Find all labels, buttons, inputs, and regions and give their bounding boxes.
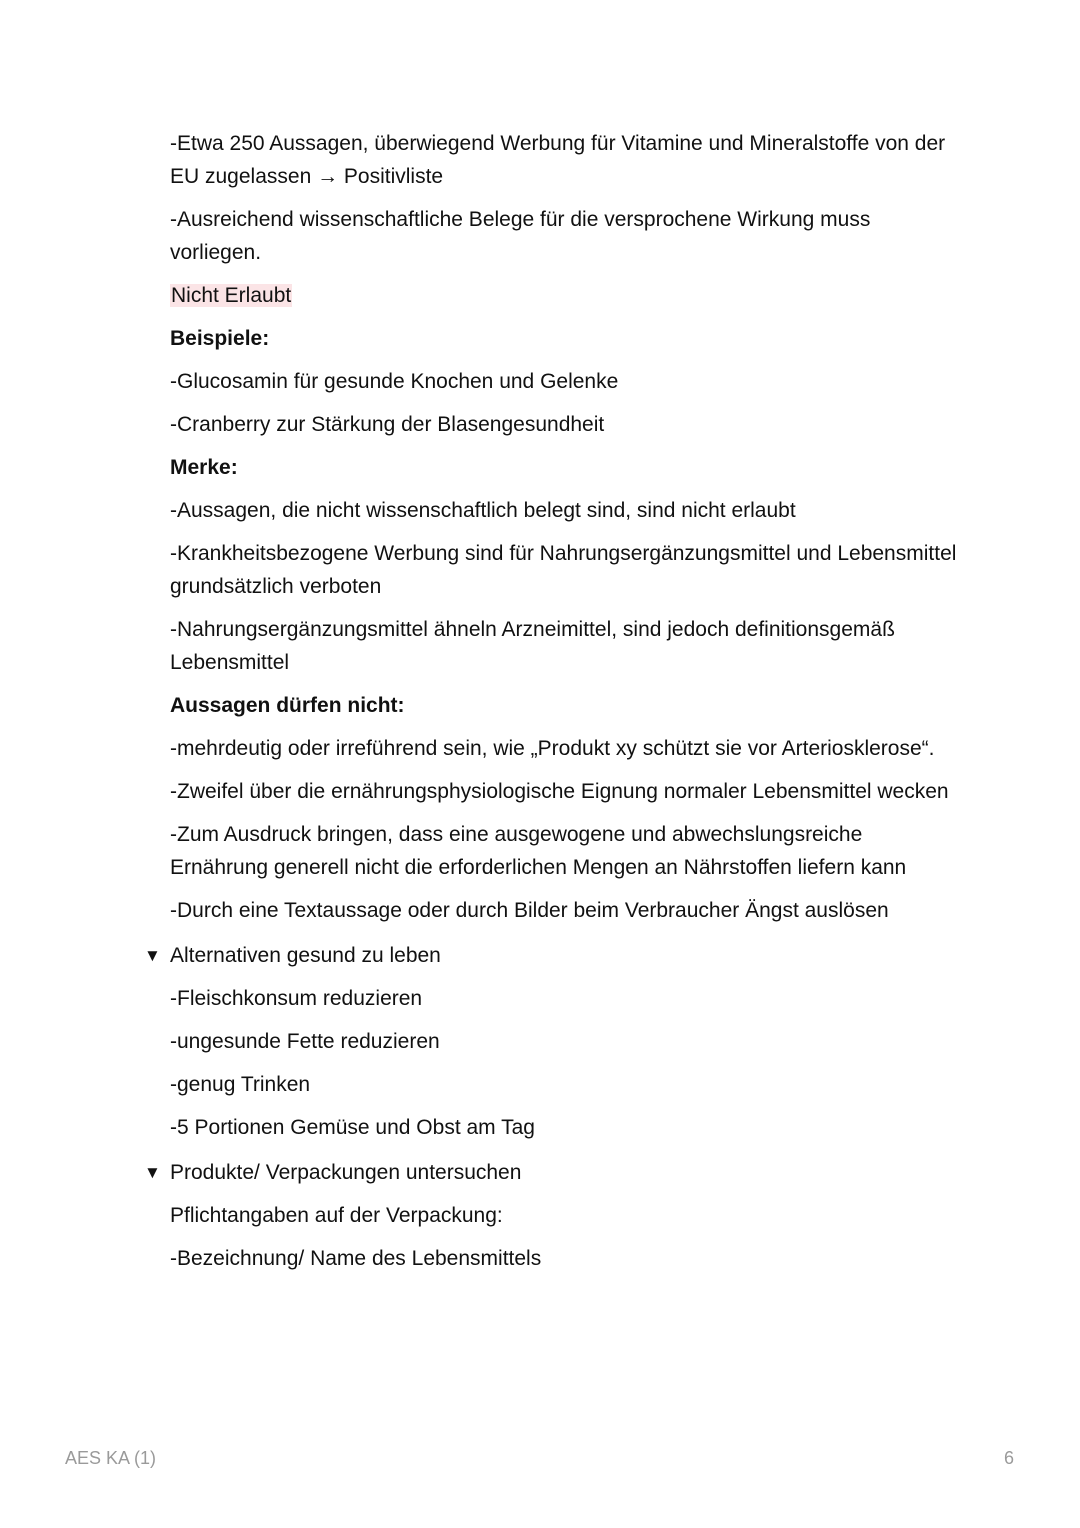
example-item: -Glucosamin für gesunde Knochen und Gelenke <box>170 370 619 393</box>
examples-heading: Beispiele: <box>170 327 270 350</box>
forbidden-item: -Zweifel über die ernährungsphysiologische Eignung normaler Lebensmittel wecken <box>170 780 949 803</box>
remember-item: -Krankheitsbezogene Werbung sind für Nahrungsergänzungsmittel und Lebensmittel grundsätzlich verboten <box>170 542 957 598</box>
list-item: -Bezeichnung/ Name des Lebensmittels <box>170 1247 542 1270</box>
forbidden-item: -Durch eine Textaussage oder durch Bilder beim Verbraucher Ängst auslösen <box>170 899 889 922</box>
list-item: -5 Portionen Gemüse und Obst am Tag <box>170 1116 535 1139</box>
remember-item: -Nahrungsergänzungsmittel ähneln Arzneimittel, sind jedoch definitionsgemäß Lebensmittel <box>170 618 895 674</box>
toggle-triangle-icon[interactable]: ▼ <box>144 1163 161 1182</box>
forbidden-item: -Zum Ausdruck bringen, dass eine ausgewogene und abwechslungsreiche Ernährung generell nicht die erforderlichen Mengen an Nährstoffen liefern kann <box>170 823 907 879</box>
toggle-alternatives[interactable] <box>144 939 960 972</box>
list-item: -genug Trinken <box>170 1073 311 1096</box>
paragraph-scientific-evidence: -Ausreichend wissenschaftliche Belege für die versprochene Wirkung muss vorliegen. <box>170 208 871 264</box>
toggle-triangle-icon[interactable]: ▼ <box>144 946 161 965</box>
forbidden-heading: Aussagen dürfen nicht: <box>170 694 405 717</box>
example-item: -Cranberry zur Stärkung der Blasengesundheit <box>170 413 605 436</box>
toggle-products[interactable] <box>144 1156 960 1189</box>
toggle-title: Alternativen gesund zu leben <box>170 944 441 967</box>
paragraph-approved-claims: -Etwa 250 Aussagen, überwiegend Werbung für Vitamine und Mineralstoffe von der EU zugelassen → Positivliste <box>170 132 946 188</box>
list-item: -ungesunde Fette reduzieren <box>170 1030 440 1053</box>
remember-item: -Aussagen, die nicht wissenschaftlich belegt sind, sind nicht erlaubt <box>170 499 796 522</box>
not-allowed-label <box>170 279 960 312</box>
toggle-title: Produkte/ Verpackungen untersuchen <box>170 1161 522 1184</box>
list-item: -Fleischkonsum reduzieren <box>170 987 423 1010</box>
footer-page-number: 6 <box>1003 1448 1014 1468</box>
document-body <box>144 127 960 1285</box>
remember-heading: Merke: <box>170 456 238 479</box>
highlighted-text: Nicht Erlaubt <box>171 284 292 307</box>
packaging-subheading: Pflichtangaben auf der Verpackung: <box>170 1204 503 1227</box>
footer-document-title: AES KA (1) <box>65 1448 157 1468</box>
forbidden-item: -mehrdeutig oder irreführend sein, wie „Produkt xy schützt sie vor Arteriosklerose“. <box>170 737 935 760</box>
